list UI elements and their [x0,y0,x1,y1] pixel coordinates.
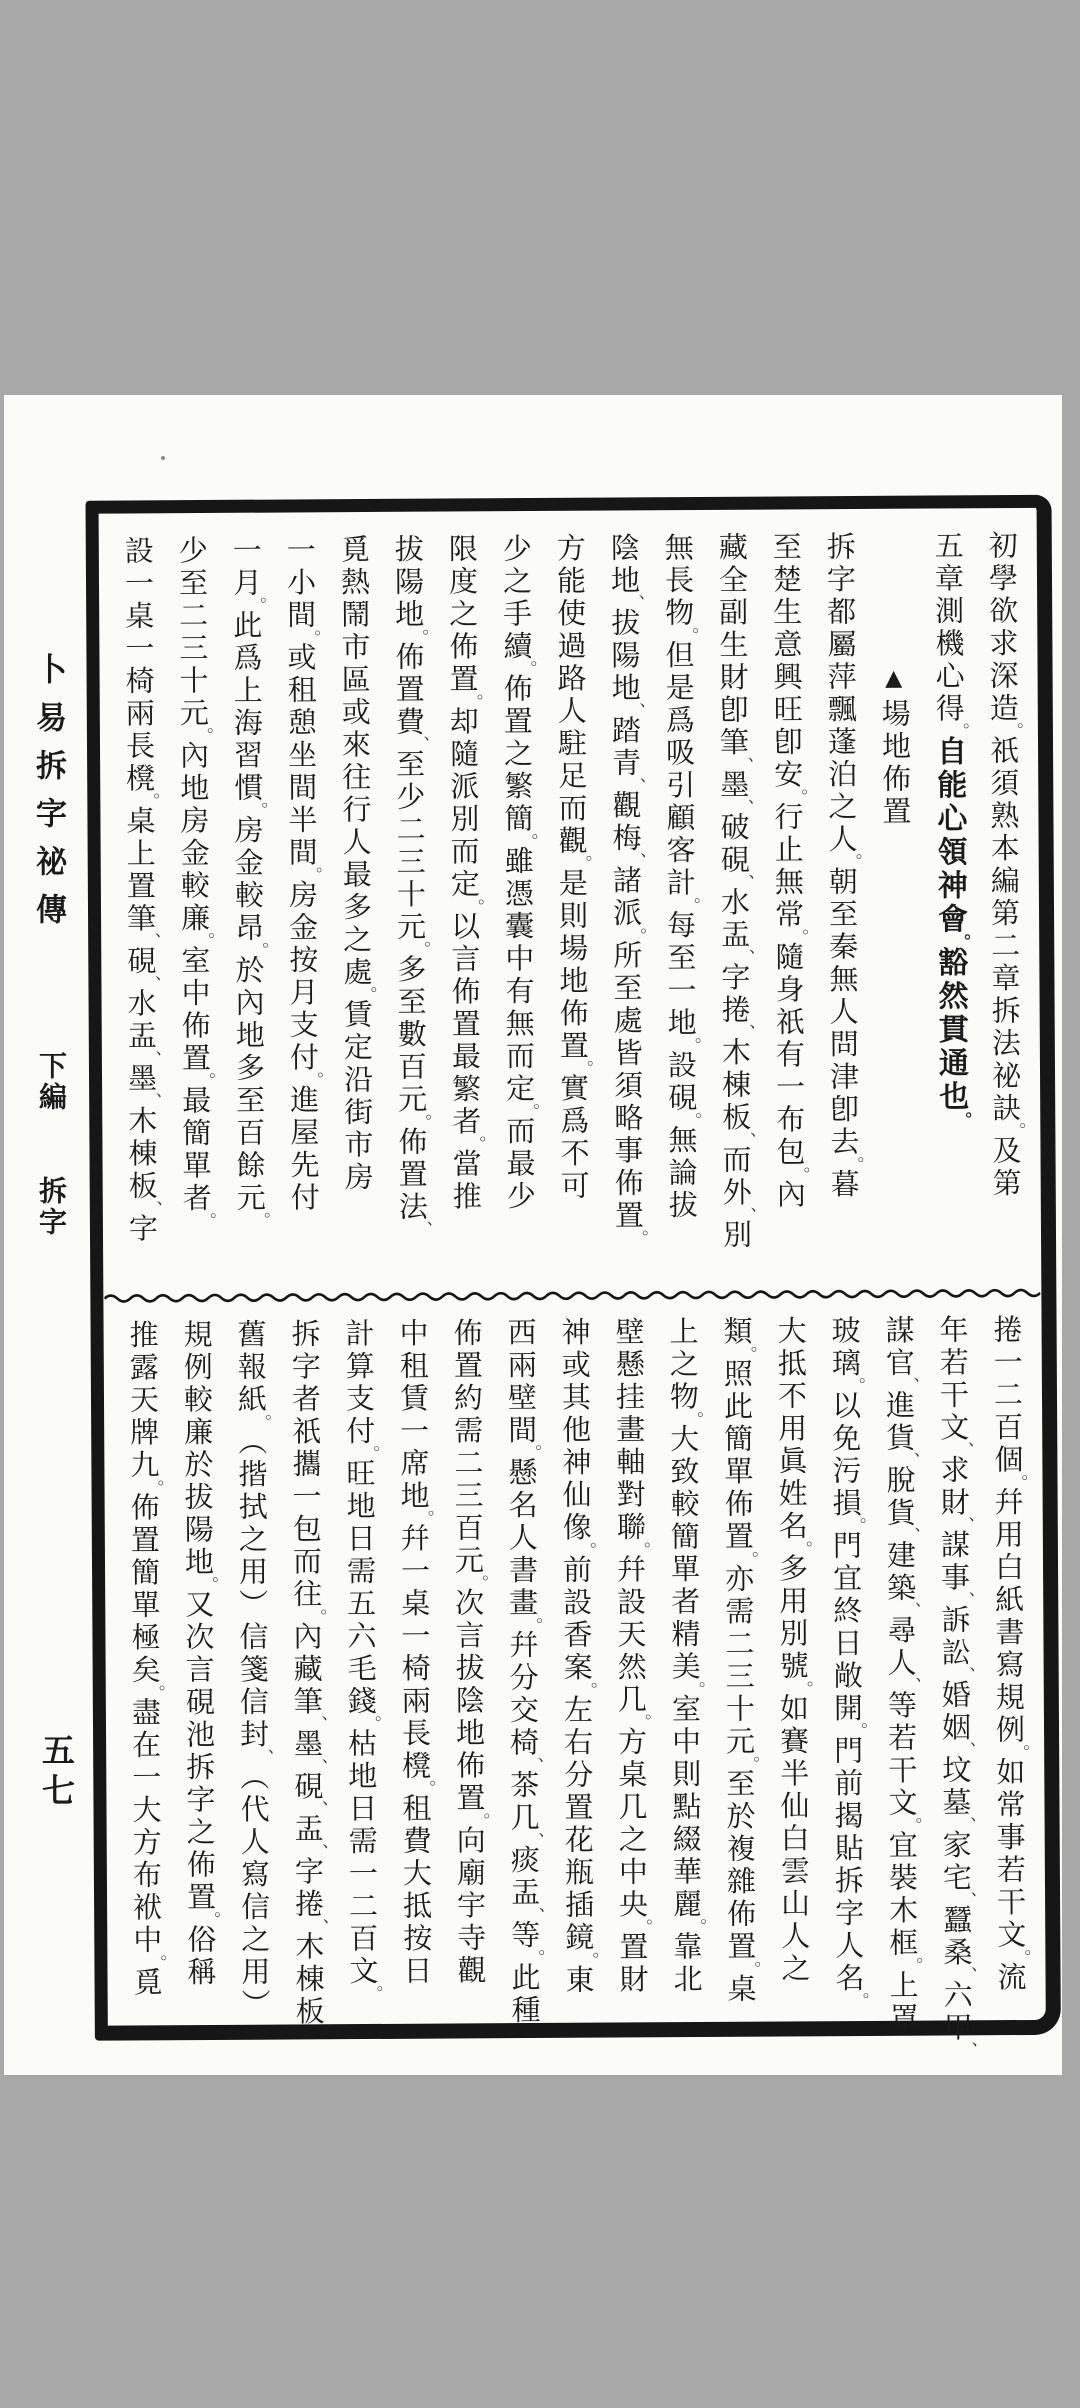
text-run: 限度之佈置。却隨派別而定。以言佈置最繁者。當推 [445,533,481,1213]
text-column [816,1315,874,2027]
text-run: 神或其他神仙像。前設香案。左右分置花瓶插鏡。東 [558,1317,594,1997]
side-punctuation: 。 [470,1811,490,1833]
text-column [272,534,331,1300]
text-column [434,533,493,1299]
text-column [223,1319,281,2031]
side-punctuation: 、 [900,1451,920,1473]
text-run: 壁懸挂畫軸對聯。幷設天然几。方桌几之中央。置財 [611,1316,647,1996]
side-punctuation: 。 [303,1071,324,1092]
side-punctuation: 。 [247,596,267,618]
side-punctuation: 、 [626,776,646,798]
side-punctuation: 。 [741,1960,761,1981]
side-punctuation: 。 [302,866,322,887]
side-punctuation: 。 [463,692,483,714]
side-punctuation: 。 [630,1540,650,1562]
text-column [493,1317,551,2029]
text-run: 推露天牌九。佈置簡單極矣。盡在一大方布袱中。覓 [126,1319,162,1999]
side-punctuation: 、 [309,1917,329,1939]
side-punctuation: 。 [682,1111,702,1133]
side-punctuation: 、 [409,735,430,757]
side-punctuation: 。 [631,1713,652,1734]
text-run: 設一桌一椅兩長櫈。桌上置筆、硯、水盂、墨、木棟板、字 [121,535,157,1245]
text-column [542,533,601,1299]
text-column [758,531,817,1297]
side-punctuation: 。 [687,1917,707,1939]
side-punctuation: 。 [790,1165,810,1187]
text-column [762,1315,820,2027]
side-punctuation: 。 [195,1071,216,1093]
side-punctuation: 、 [141,932,161,953]
side-punctuation: 。 [307,1607,327,1629]
text-column [439,1317,497,2029]
section-label: 拆字 [35,1176,66,1238]
side-punctuation: 、 [901,1601,921,1623]
side-punctuation: 、 [956,1741,976,1762]
side-punctuation: 。 [680,896,701,918]
text-column [385,1318,443,2030]
text-column [115,1319,173,2031]
text-column [164,535,223,1301]
text-run: 覓熱鬧市區或來往行人最多之處。賃定沿街市房 [337,534,373,1194]
side-punctuation: 。 [952,1110,972,1132]
side-punctuation: 。 [845,1376,865,1398]
side-punctuation: 。 [517,659,537,681]
text-column [596,532,655,1298]
side-punctuation: 、 [308,1757,328,1779]
side-punctuation: 。 [847,1721,868,1743]
text-column [866,531,925,1297]
side-punctuation: 。 [902,1816,922,1838]
text-run: 捲一二百個。幷用白紙書寫規例。如常事若干文。流 [989,1314,1025,1994]
side-punctuation: 、 [142,1199,162,1221]
side-punctuation: 、 [412,1220,433,1242]
text-run: 年若干文、求財、謀事、訴訟、婚姻、坟墓、家宅、蠶桑、六甲、 [935,1314,972,2054]
side-punctuation: 。 [522,1443,542,1465]
side-punctuation: 。 [520,1102,540,1124]
side-punctuation: 。 [573,1059,594,1081]
side-punctuation: 。 [792,1539,812,1561]
side-punctuation: 、 [254,1748,274,1769]
side-punctuation: 。 [572,854,592,876]
side-punctuation: 。 [579,1951,599,1972]
side-punctuation: 。 [1010,1743,1030,1765]
side-punctuation: 。 [363,1984,383,2006]
side-punctuation: 、 [626,851,646,873]
text-run: 陰地、拔陽地、踏青、觀梅、諸派。所至處皆須略事佈置。 [607,532,643,1242]
page-paper [4,395,1062,2075]
side-punctuation: 、 [736,1131,756,1152]
emphasized-run: 自能心領神會。豁然貫通也。 [932,735,967,1124]
text-run: 少之手續。佈置之繁簡。雖憑囊中有無而定。而最少 [499,533,535,1213]
text-column [218,535,277,1301]
text-run: 五章測機心得。 [931,530,964,735]
side-punctuation: 。 [252,1413,272,1434]
side-punctuation: 、 [308,1842,328,1864]
side-punctuation: 。 [466,1135,486,1156]
side-punctuation: 、 [142,1092,162,1113]
side-punctuation: 。 [301,628,321,650]
side-punctuation: 、 [309,2025,329,2046]
side-punctuation: 。 [469,1574,489,1595]
side-punctuation: 、 [307,1715,328,1736]
text-run: 拆字者祇攜一包而往。內藏筆、墨、硯、盂、字捲、木棟板、 [288,1318,324,2038]
text-column [326,534,385,1300]
text-column [547,1317,605,2029]
text-run: 拆字都屬萍飄蓬泊之人。朝至秦無人問津卽去。暮 [823,531,859,1201]
side-punctuation: 。 [145,1683,165,1705]
side-punctuation: 。 [627,926,647,948]
text-run: 無長物。但是爲吸引顧客計。每至一地。設硯。無論拔 [661,532,697,1222]
side-punctuation: 。 [740,1755,760,1776]
side-punctuation: 、 [734,756,754,777]
side-punctuation: 。 [525,1948,545,1970]
side-punctuation: 、 [901,1676,921,1698]
side-punctuation: 。 [1006,1121,1026,1143]
text-column [812,531,871,1297]
side-punctuation: 。 [842,852,862,874]
text-column [704,532,763,1298]
side-punctuation: 、 [900,1526,920,1548]
side-punctuation: 。 [409,628,429,649]
page-number: 五七 [37,1733,73,1813]
side-punctuation: 。 [738,1550,759,1571]
side-punctuation: 。 [633,1918,653,1939]
book-title: 卜易拆字祕傳 [31,653,66,941]
side-punctuation: 。 [737,1345,757,1366]
text-run: 大抵不用眞姓名。多用別號。如賽半仙白雲山人之 [773,1315,809,1985]
text-run: 初學欲求深造。祇須熟本編第二章拆法祕訣。及第 [985,530,1021,1200]
text-run: 西兩壁間。懸名人書畫。幷分交椅、茶几、痰盂、等。此種 [504,1317,540,2027]
side-punctuation: 、 [734,798,754,820]
text-run: 類。照此簡單佈置。亦需二三十元。至於複雜佈置。桌 [719,1316,755,2006]
side-punctuation: 。 [250,1211,270,1233]
side-punctuation: 。 [360,1444,380,1466]
side-punctuation: 、 [141,974,161,996]
side-punctuation: 、 [956,1816,976,1837]
text-column [169,1319,227,2031]
side-punctuation: 、 [625,701,645,723]
side-punctuation: 。 [248,801,268,823]
side-punctuation: 。 [849,1991,869,2013]
side-punctuation: 。 [523,1616,543,1638]
text-run: 方能使過路人駐足而觀。是則場地佈置。實爲不可 [553,533,589,1203]
side-punctuation: 。 [147,1953,167,1975]
side-punctuation: 、 [735,1023,755,1045]
side-punctuation: 、 [736,1206,756,1227]
side-punctuation: 。 [577,1681,597,1702]
text-column [920,530,979,1296]
text-run: 藏全副生財卽筆、墨、破硯、水盂、字捲、木棟板、而外、別 [715,532,751,1252]
text-column [488,533,547,1299]
text-run: 中租賃一席地。幷一桌一椅兩長櫈。租費大抵按日 [396,1318,432,1988]
side-punctuation: 。 [518,832,538,854]
side-punctuation: 。 [576,1541,596,1562]
side-punctuation: 、 [625,594,645,615]
text-column [650,532,709,1298]
side-punctuation: 、 [954,1516,974,1537]
side-punctuation: 。 [361,1714,382,1736]
scan-tilt-wrapper [0,392,1067,2078]
text-run: 至楚生意興旺卽安。行止無常。隨身祇有一布包。內 [769,531,805,1211]
side-punctuation: 、 [954,1441,974,1462]
side-punctuation: 。 [846,1516,866,1538]
side-punctuation: 。 [681,1036,701,1058]
side-punctuation: 、 [955,1591,975,1612]
side-punctuation: 。 [411,940,431,962]
text-column [110,535,169,1301]
text-run: 一月。此爲上海習慣。房金較昂。於內地多至百餘元。 [229,535,265,1225]
side-punctuation: 。 [1008,1473,1028,1495]
side-punctuation: 。 [144,1478,164,1500]
text-run: 佈置約需二三百元。次言拔陰地佈置。向廟宇寺觀 [450,1317,486,1987]
side-punctuation: 、 [899,1376,919,1398]
volume-label: 下編 [35,1051,66,1113]
bottom-text-section [113,1314,1037,2062]
side-punctuation: 。 [679,626,699,648]
side-punctuation: 、 [524,1756,544,1778]
text-column [277,1318,335,2046]
text-run: 上之物。大致較簡單者精美。室中則點綴華麗。靠北 [665,1316,701,1996]
side-punctuation: 。 [628,1229,649,1250]
text-column [600,1316,658,2028]
side-punctuation: 。 [793,1679,813,1701]
side-punctuation: 。 [193,726,214,748]
side-punctuation: 。 [844,1155,864,1177]
side-punctuation: 。 [951,933,971,954]
text-run: 一小間。或租憩坐間半間。房金按月支付。進屋先付 [283,534,319,1214]
text-run: 舊報紙。（揩拭之用）信箋信封、（代人寫信之用） [234,1319,270,2022]
text-run: ▲場地佈置 [877,662,911,829]
text-column [924,1314,982,2062]
side-punctuation: 。 [903,1956,923,1978]
side-punctuation: 、 [955,1666,975,1687]
side-punctuation: 。 [684,1410,704,1432]
side-punctuation: 。 [357,985,377,1007]
text-run: 拔陽地。佈置費、至少二三十元。多至數百元。佈置法、 [391,534,427,1234]
side-punctuation: 。 [789,928,809,949]
side-punctuation: 、 [524,1831,544,1853]
side-punctuation: 、 [957,2041,978,2062]
side-punctuation: 。 [199,1575,219,1597]
text-column [974,530,1033,1296]
text-column [380,534,439,1300]
side-punctuation: 。 [414,1509,434,1531]
side-punctuation: 。 [249,941,269,963]
side-punctuation: 。 [412,1113,432,1134]
side-punctuation: 。 [949,722,970,743]
side-punctuation: 、 [734,873,754,895]
text-run: 計算支付。旺地日需五六毛錢。枯地日需一二百文。 [342,1318,378,1998]
side-punctuation: 。 [416,1779,436,1801]
text-run: 謀官、進貨、脫貨、建築、尋人、等若干文。宜裝木框。上罩 [881,1315,917,2035]
side-punctuation: 。 [195,931,215,953]
side-punctuation: 。 [685,1680,705,1702]
side-punctuation: 。 [1011,1948,1031,1970]
side-punctuation: 、 [308,1800,328,1821]
text-run: 玻璃。以免污損。門宜終日敞開。門前揭貼拆字人名。 [827,1315,863,2005]
side-punctuation: 。 [464,897,485,919]
text-column [870,1314,928,2035]
side-punctuation: 、 [525,1906,545,1928]
side-punctuation: 。 [140,792,160,813]
side-punctuation: 。 [1003,721,1024,743]
side-punctuation: 、 [735,948,755,970]
side-punctuation: 、 [957,1966,977,1987]
side-punctuation: 。 [201,1910,221,1932]
side-punctuation: 、 [141,1049,161,1071]
side-punctuation: 。 [788,788,808,809]
side-punctuation: 、 [957,1891,977,1912]
side-punctuation: 。 [196,1211,216,1233]
top-text-section [108,530,1033,1302]
text-run: 規例較廉於拔陽地。又次言硯池拆字之佈置。俗稱 [180,1319,216,1989]
text-run: 少至二三十元。內地房金較廉。室中佈置。最簡單者。 [175,535,211,1225]
